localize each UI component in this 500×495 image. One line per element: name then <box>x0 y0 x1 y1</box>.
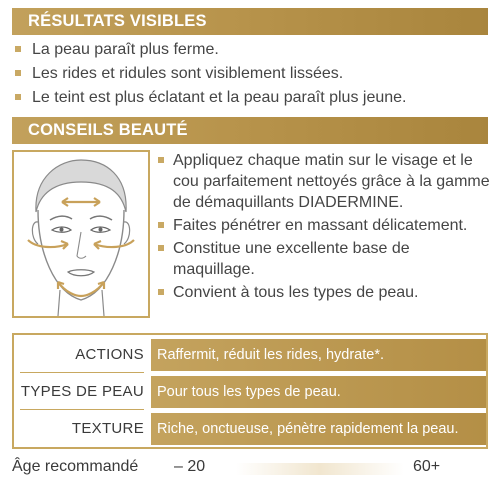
list-item: Constitue une excellente base de maquillage. <box>156 238 490 280</box>
list-item: Appliquez chaque matin sur le visage et le cou parfaitement nettoyés grâce à la gamme de démaquillants DIADERMINE. <box>156 150 490 213</box>
bullet-icon <box>15 94 21 100</box>
results-list <box>12 38 488 110</box>
divider <box>20 372 144 373</box>
list-item: Le teint est plus éclatant et la peau paraît plus jeune. <box>12 86 488 110</box>
info-value: Raffermit, réduit les rides, hydrate*. <box>151 339 486 371</box>
bullet-icon <box>15 70 21 76</box>
list-item: Convient à tous les types de peau. <box>156 282 490 303</box>
list-item: La peau paraît plus ferme. <box>12 38 488 62</box>
results-heading: RÉSULTATS VISIBLES <box>12 8 488 35</box>
info-label: TEXTURE <box>71 420 144 437</box>
info-row-texture <box>14 413 486 445</box>
face-illustration <box>12 150 150 318</box>
bullet-icon <box>158 245 164 251</box>
age-max: 60+ <box>413 458 441 475</box>
bullet-icon <box>158 289 164 295</box>
info-row-skin-types <box>14 376 486 408</box>
info-value: Pour tous les types de peau. <box>151 376 486 408</box>
bullet-icon <box>158 157 164 163</box>
age-range-bar <box>236 463 404 475</box>
bullet-icon <box>158 222 164 228</box>
age-label: Âge recommandé <box>12 458 139 475</box>
info-label: TYPES DE PEAU <box>20 383 144 400</box>
age-min: – 20 <box>174 458 206 475</box>
info-row-actions <box>14 339 486 371</box>
list-item: Les rides et ridules sont visiblement lissées. <box>12 62 488 86</box>
info-value: Riche, onctueuse, pénètre rapidement la peau. <box>151 413 486 445</box>
divider <box>20 409 144 410</box>
info-label: ACTIONS <box>75 346 144 363</box>
advice-list <box>156 150 490 305</box>
bullet-icon <box>15 46 21 52</box>
product-info-table <box>12 333 488 449</box>
face-massage-icon <box>14 152 148 316</box>
list-item: Faites pénétrer en massant délicatement. <box>156 215 490 236</box>
advice-heading: CONSEILS BEAUTÉ <box>12 117 488 144</box>
